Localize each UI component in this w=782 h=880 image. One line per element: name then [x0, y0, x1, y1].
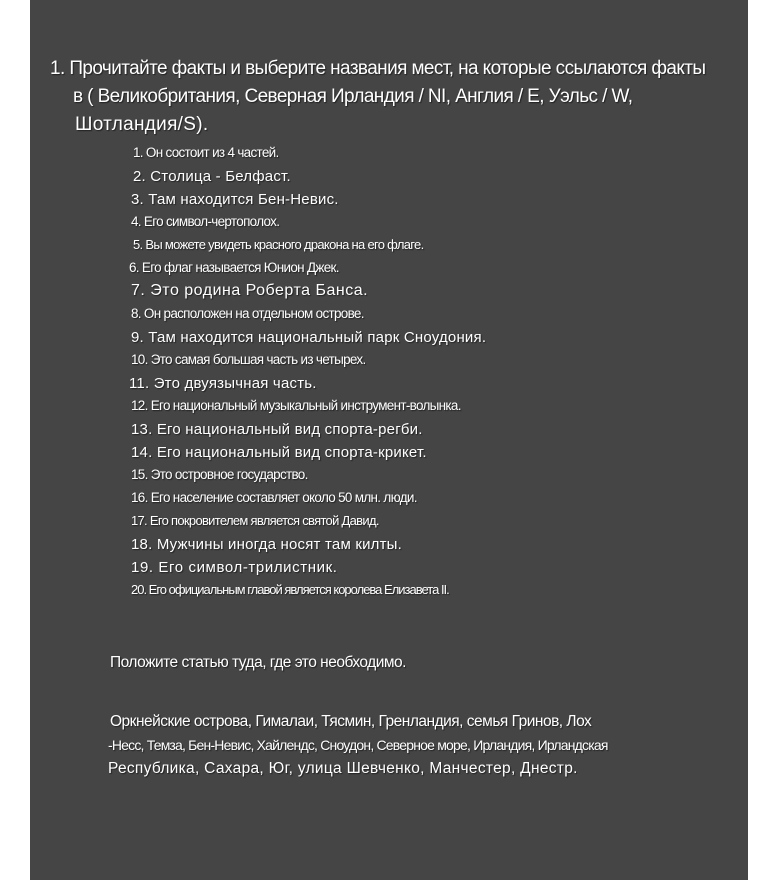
fact-item: 18. Мужчины иногда носят там килты.: [131, 536, 403, 553]
places-line-3: Республика, Сахара, Юг, улица Шевченко, Манчестер, Днестр.: [108, 760, 578, 777]
fact-item: 4. Его символ-чертополох.: [131, 214, 280, 229]
fact-item: 20. Его официальным главой является королева Елизавета II.: [131, 582, 449, 597]
fact-item: 1. Он состоит из 4 частей.: [133, 145, 279, 160]
task-line-3: Шотландия/S).: [75, 114, 209, 135]
places-line-2: -Несс, Темза, Бен-Невис, Хайлендс, Сноудон, Северное море, Ирландия, Ирландская: [108, 737, 608, 753]
fact-item: 7. Это родина Роберта Банса.: [131, 282, 369, 299]
fact-item: 3. Там находится Бен-Невис.: [131, 191, 339, 208]
task-line-1: 1. Прочитайте факты и выберите названия мест, на которые ссылаются факты: [50, 58, 706, 79]
fact-item: 2. Столица - Белфаст.: [133, 168, 291, 185]
places-line-1: Оркнейские острова, Гималаи, Тясмин, Гренландия, семья Гринов, Лох: [110, 713, 592, 730]
fact-item: 15. Это островное государство.: [131, 467, 308, 482]
fact-item: 19. Его символ-трилистник.: [131, 559, 338, 576]
fact-item: 9. Там находится национальный парк Сноудония.: [131, 329, 487, 346]
fact-item: 6. Его флаг называется Юнион Джек.: [129, 260, 339, 275]
fact-item: 13. Его национальный вид спорта-регби.: [131, 421, 423, 438]
fact-item: 14. Его национальный вид спорта-крикет.: [131, 444, 427, 461]
fact-item: 16. Его население составляет около 50 млн. люди.: [131, 490, 417, 505]
fact-item: 11. Это двуязычная часть.: [129, 375, 317, 392]
fact-item: 17. Его покровителем является святой Давид.: [131, 513, 379, 528]
fact-item: 10. Это самая большая часть из четырех.: [131, 352, 366, 367]
fact-item: 5. Вы можете увидеть красного дракона на его флаге.: [133, 237, 424, 252]
fact-item: 8. Он расположен на отдельном острове.: [131, 306, 364, 321]
instruction-text: Положите статью туда, где это необходимо.: [110, 654, 406, 671]
fact-item: 12. Его национальный музыкальный инструмент-волынка.: [131, 398, 461, 413]
task-line-2: в ( Великобритания, Северная Ирландия / NI, Англия / E, Уэльс / W,: [73, 86, 633, 107]
